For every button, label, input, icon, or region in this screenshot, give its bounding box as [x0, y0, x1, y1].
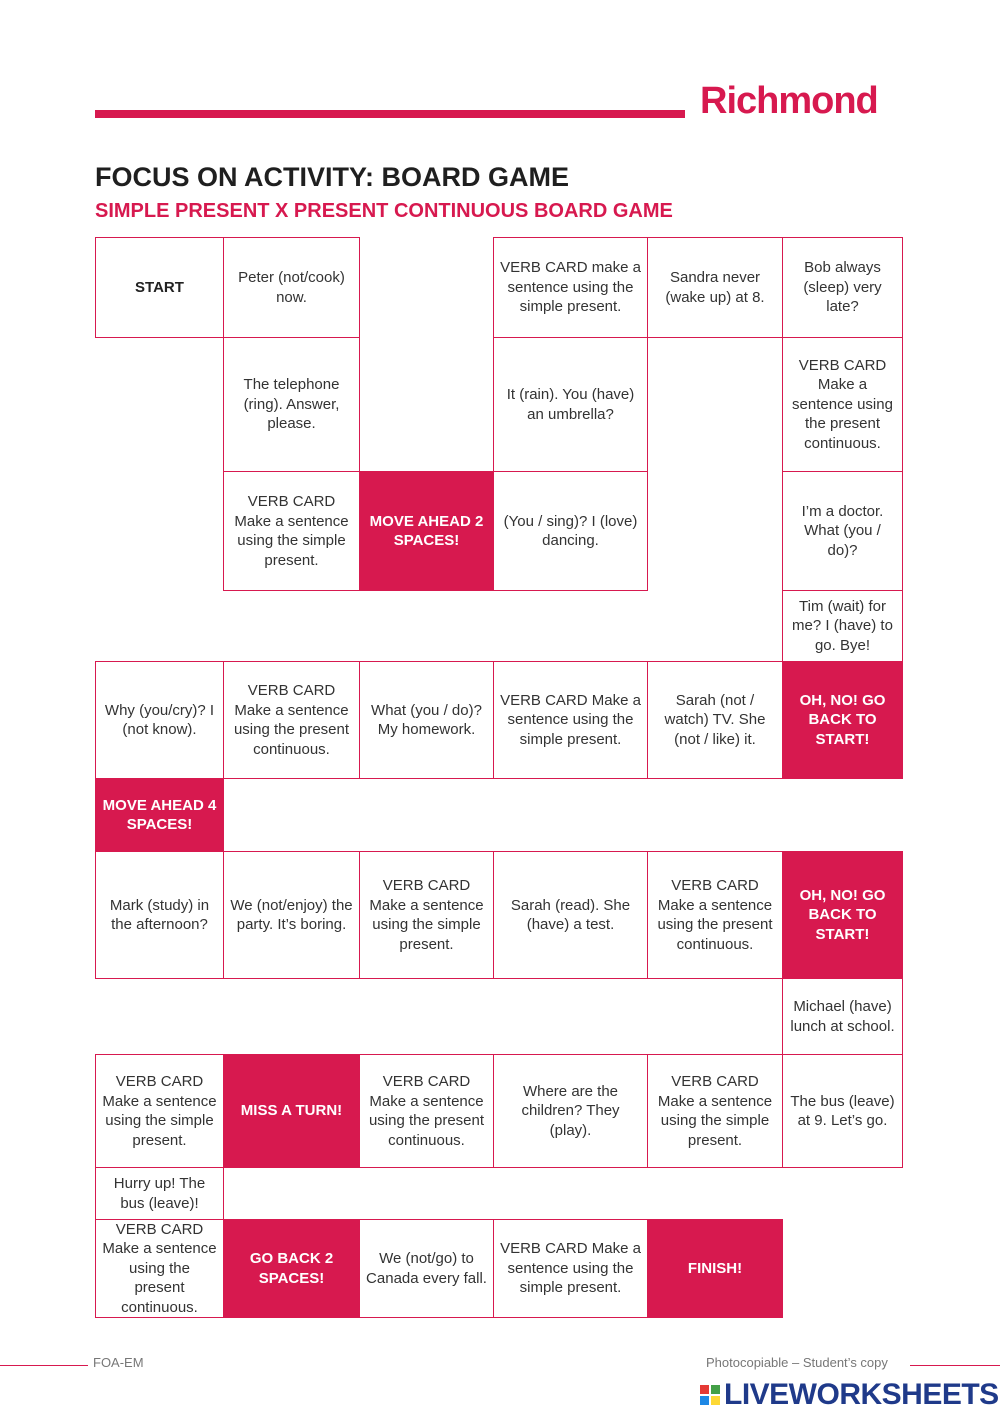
board-cell: It (rain). You (have) an umbrella? — [493, 337, 648, 472]
board-cell: The bus (leave) at 9. Let’s go. — [782, 1054, 903, 1168]
board-cell: Where are the children? They (play). — [493, 1054, 648, 1168]
board-cell: VERB CARD Make a sentence using the present continuous. — [647, 851, 783, 979]
board-cell: VERB CARD Make a sentence using the simple present. — [359, 851, 494, 979]
board-cell: We (not/go) to Canada every fall. — [359, 1219, 494, 1318]
board-cell: Tim (wait) for me? I (have) to go. Bye! — [782, 590, 903, 662]
board-cell-go-back-start: OH, NO! GO BACK TO START! — [782, 851, 903, 979]
board-cell: (You / sing)? I (love) dancing. — [493, 471, 648, 591]
page-subtitle: SIMPLE PRESENT X PRESENT CONTINUOUS BOARD GAME — [95, 200, 673, 222]
board-cell-miss-turn: MISS A TURN! — [223, 1054, 360, 1168]
board-cell-move-ahead: MOVE AHEAD 2 SPACES! — [359, 471, 494, 591]
header-rule — [95, 110, 685, 118]
board-cell: VERB CARD Make a sentence using the simple present. — [493, 1219, 648, 1318]
board-cell: VERB CARD make a sentence using the simple present. — [493, 237, 648, 338]
board-cell: Michael (have) lunch at school. — [782, 978, 903, 1055]
board-cell-start: START — [95, 237, 224, 338]
board-cell-finish: FINISH! — [647, 1219, 783, 1318]
board-cell: What (you / do)? My homework. — [359, 661, 494, 779]
liveworksheets-watermark — [700, 1378, 999, 1412]
footer-rule-right — [910, 1365, 1000, 1366]
footer-code: FOA-EM — [93, 1355, 144, 1370]
liveworksheets-text: LIVEWORKSHEETS — [724, 1378, 999, 1411]
board-cell-move-ahead: MOVE AHEAD 4 SPACES! — [95, 778, 224, 852]
page-title: FOCUS ON ACTIVITY: BOARD GAME — [95, 162, 569, 192]
board-cell: VERB CARD Make a sentence using the simple present. — [223, 471, 360, 591]
brand-logo: Richmond — [700, 80, 878, 122]
liveworksheets-logo-icon — [700, 1385, 720, 1405]
footer-note: Photocopiable – Student’s copy — [706, 1355, 888, 1370]
board-cell: VERB CARD Make a sentence using the simple present. — [493, 661, 648, 779]
board-cell: Peter (not/cook) now. — [223, 237, 360, 338]
board-cell-go-back: GO BACK 2 SPACES! — [223, 1219, 360, 1318]
board-cell: VERB CARD Make a sentence using the present continuous. — [359, 1054, 494, 1168]
board-cell: Mark (study) in the afternoon? — [95, 851, 224, 979]
footer-rule-left — [0, 1365, 88, 1366]
board-cell: Why (you/cry)? I (not know). — [95, 661, 224, 779]
board-cell: VERB CARD Make a sentence using the simple present. — [647, 1054, 783, 1168]
board-cell: I’m a doctor. What (you / do)? — [782, 471, 903, 591]
board-cell: Hurry up! The bus (leave)! — [95, 1167, 224, 1220]
board-cell: VERB CARD Make a sentence using the present continuous. — [223, 661, 360, 779]
board-cell: We (not/enjoy) the party. It’s boring. — [223, 851, 360, 979]
board-cell: VERB CARD Make a sentence using the present continuous. — [782, 337, 903, 472]
board-cell: The telephone (ring). Answer, please. — [223, 337, 360, 472]
board-cell-go-back-start: OH, NO! GO BACK TO START! — [782, 661, 903, 779]
board-cell: Sandra never (wake up) at 8. — [647, 237, 783, 338]
board-cell: Bob always (sleep) very late? — [782, 237, 903, 338]
board-cell: Sarah (not / watch) TV. She (not / like) it. — [647, 661, 783, 779]
board-cell: VERB CARD Make a sentence using the present continuous. — [95, 1219, 224, 1318]
board-cell: Sarah (read). She (have) a test. — [493, 851, 648, 979]
board-cell: VERB CARD Make a sentence using the simple present. — [95, 1054, 224, 1168]
